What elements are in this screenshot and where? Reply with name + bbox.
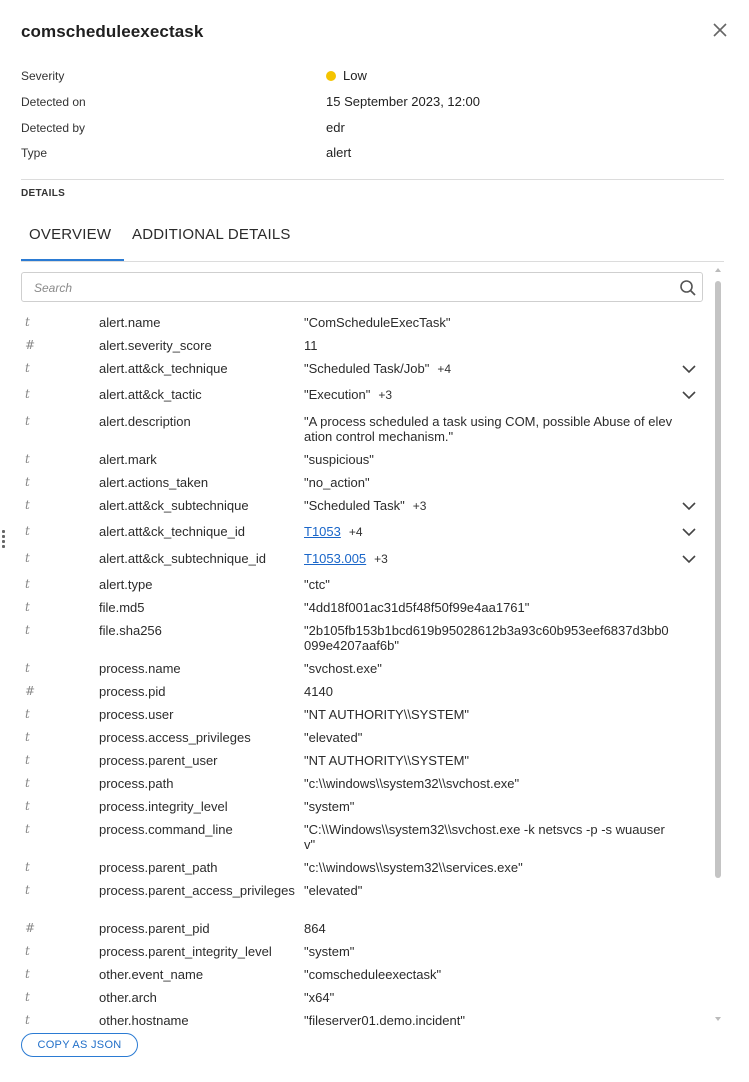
active-tab-indicator <box>21 259 124 261</box>
field-value-text: "c:\\windows\\system32\\svchost.exe" <box>304 776 520 791</box>
field-value-text: "suspicious" <box>304 452 374 467</box>
field-value <box>304 883 674 898</box>
scroll-down-icon[interactable] <box>714 1015 722 1023</box>
field-name: alert.severity_score <box>99 338 212 353</box>
type-indicator: t <box>25 967 30 981</box>
field-value-text: "2b105fb153b1bcd619b95028612b3a93c60b953eef6837d3bb0099e4207aaf6b" <box>304 623 669 653</box>
tab-additional-details[interactable]: ADDITIONAL DETAILS <box>132 226 291 243</box>
field-value-text: "elevated" <box>304 730 363 745</box>
type-indicator: t <box>25 315 30 329</box>
field-value <box>304 338 674 353</box>
field-value-text: "x64" <box>304 990 335 1005</box>
field-value-text: "Scheduled Task/Job" <box>304 361 430 376</box>
type-indicator: t <box>25 1013 30 1027</box>
field-value-text: "C:\\Windows\\system32\\svchost.exe -k netsvcs -p -s wuauserv" <box>304 822 665 852</box>
field-name: alert.att&ck_tactic <box>99 387 202 402</box>
drag-handle-icon[interactable] <box>1 530 7 550</box>
type-indicator: t <box>25 623 30 637</box>
tab-overview[interactable]: OVERVIEW <box>29 226 112 243</box>
field-name: alert.mark <box>99 452 157 467</box>
field-value <box>304 475 674 490</box>
scrollbar-thumb[interactable] <box>715 281 721 878</box>
field-value <box>304 577 674 592</box>
field-value <box>304 661 674 676</box>
more-count: +3 <box>412 499 427 513</box>
type-indicator: t <box>25 730 30 744</box>
field-name: alert.att&ck_technique <box>99 361 228 376</box>
field-name: process.pid <box>99 684 166 699</box>
field-name: alert.name <box>99 315 161 330</box>
type-indicator: t <box>25 498 30 512</box>
field-name: alert.att&ck_subtechnique <box>99 498 249 513</box>
type-indicator: t <box>25 799 30 813</box>
type-indicator: t <box>25 661 30 675</box>
field-value <box>304 361 674 377</box>
field-value-text: "NT AUTHORITY\\SYSTEM" <box>304 753 470 768</box>
severity-label: Severity <box>21 69 65 83</box>
type-indicator: # <box>25 684 36 698</box>
technique-link[interactable]: T1053 <box>304 524 341 539</box>
field-name: process.parent_pid <box>99 921 210 936</box>
field-value <box>304 730 674 745</box>
field-value-text: "ComScheduleExecTask" <box>304 315 451 330</box>
type-label: Type <box>21 146 48 160</box>
field-value-text: 11 <box>304 338 318 353</box>
field-value <box>304 799 674 814</box>
type-indicator: t <box>25 944 30 958</box>
field-value <box>304 315 674 330</box>
field-value-text: "NT AUTHORITY\\SYSTEM" <box>304 707 470 722</box>
field-name: other.arch <box>99 990 157 1005</box>
field-value <box>304 600 674 615</box>
field-value <box>304 414 674 444</box>
field-value <box>304 623 674 653</box>
field-value <box>304 860 674 875</box>
type-indicator: t <box>25 753 30 767</box>
field-value-text: 864 <box>304 921 326 936</box>
detected-on-value: 15 September 2023, 12:00 <box>326 94 480 109</box>
field-name: process.path <box>99 776 174 791</box>
type-indicator: t <box>25 707 30 721</box>
field-name: alert.type <box>99 577 153 592</box>
field-value <box>304 822 674 852</box>
field-value <box>304 498 674 514</box>
field-value <box>304 707 674 722</box>
type-indicator: t <box>25 883 30 897</box>
type-indicator: t <box>25 414 30 428</box>
type-indicator: t <box>25 577 30 591</box>
tabs-divider <box>21 261 724 262</box>
field-name: alert.att&ck_technique_id <box>99 524 245 539</box>
field-value-text: "4dd18f001ac31d5f48f50f99e4aa1761" <box>304 600 530 615</box>
field-value-text: "comscheduleexectask" <box>304 967 442 982</box>
chevron-down-icon[interactable] <box>681 389 697 401</box>
field-value-text: "A process scheduled a task using COM, possible Abuse of elevation control mechanism." <box>304 414 673 444</box>
technique-link[interactable]: T1053.005 <box>304 551 367 566</box>
field-value-text: "svchost.exe" <box>304 661 382 676</box>
type-value: alert <box>326 145 352 160</box>
field-name: file.sha256 <box>99 623 162 638</box>
chevron-down-icon[interactable] <box>681 500 697 512</box>
field-name: file.md5 <box>99 600 145 615</box>
copy-as-json-button[interactable]: COPY AS JSON <box>21 1033 138 1057</box>
field-value <box>304 524 674 540</box>
type-indicator: t <box>25 860 30 874</box>
page-title: comscheduleexectask <box>21 22 204 41</box>
field-name: other.hostname <box>99 1013 189 1028</box>
scroll-up-icon[interactable] <box>714 266 722 274</box>
detected-by-value: edr <box>326 120 345 135</box>
chevron-down-icon[interactable] <box>681 526 697 538</box>
type-indicator: t <box>25 600 30 614</box>
field-value-text: "Execution" <box>304 387 371 402</box>
field-name: process.name <box>99 661 181 676</box>
field-name: other.event_name <box>99 967 204 982</box>
search-input[interactable] <box>34 278 664 298</box>
type-indicator: t <box>25 475 30 489</box>
field-value-text: "system" <box>304 944 355 959</box>
scrollbar[interactable] <box>714 266 722 1026</box>
severity-dot-icon <box>326 71 336 81</box>
field-value-text: "c:\\windows\\system32\\services.exe" <box>304 860 523 875</box>
type-indicator: # <box>25 338 36 352</box>
field-name: process.parent_user <box>99 753 218 768</box>
type-indicator: t <box>25 387 30 401</box>
chevron-down-icon[interactable] <box>681 553 697 565</box>
field-value-text: "system" <box>304 799 355 814</box>
field-value <box>304 1013 674 1028</box>
type-indicator: t <box>25 551 30 565</box>
field-name: process.parent_access_privileges <box>99 883 295 898</box>
field-value <box>304 684 674 699</box>
more-count: +3 <box>378 388 393 402</box>
field-name: process.integrity_level <box>99 799 228 814</box>
field-value <box>304 990 674 1005</box>
field-name: process.parent_integrity_level <box>99 944 272 959</box>
field-value <box>304 551 674 567</box>
field-name: alert.actions_taken <box>99 475 209 490</box>
divider <box>21 179 724 180</box>
severity-value <box>326 66 367 86</box>
field-value <box>304 921 674 936</box>
severity-text: Low <box>343 68 367 83</box>
search-box <box>21 272 703 302</box>
type-indicator: t <box>25 822 30 836</box>
field-value-text: "no_action" <box>304 475 370 490</box>
more-count: +4 <box>437 362 452 376</box>
detected-by-label: Detected by <box>21 121 86 135</box>
field-name: alert.description <box>99 414 191 429</box>
field-value <box>304 452 674 467</box>
more-count: +3 <box>374 552 388 566</box>
more-count: +4 <box>348 525 363 539</box>
close-icon[interactable] <box>710 20 730 40</box>
type-indicator: t <box>25 990 30 1004</box>
field-value-text: "fileserver01.demo.incident" <box>304 1013 465 1028</box>
type-indicator: t <box>25 361 30 375</box>
field-name: process.user <box>99 707 174 722</box>
field-value-text: "Scheduled Task" <box>304 498 405 513</box>
field-value <box>304 387 674 403</box>
search-icon[interactable] <box>679 279 697 297</box>
type-indicator: t <box>25 776 30 790</box>
field-value <box>304 753 674 768</box>
field-value-text: "ctc" <box>304 577 330 592</box>
type-indicator: t <box>25 524 30 538</box>
chevron-down-icon[interactable] <box>681 363 697 375</box>
field-name: process.command_line <box>99 822 233 837</box>
field-name: process.parent_path <box>99 860 218 875</box>
type-indicator: # <box>25 921 36 935</box>
field-value <box>304 967 674 982</box>
field-name: process.access_privileges <box>99 730 251 745</box>
field-value <box>304 776 674 791</box>
field-value-text: 4140 <box>304 684 333 699</box>
field-value <box>304 944 674 959</box>
field-value-text: "elevated" <box>304 883 363 898</box>
field-name: alert.att&ck_subtechnique_id <box>99 551 266 566</box>
type-indicator: t <box>25 452 30 466</box>
details-section-label: DETAILS <box>21 188 66 199</box>
detected-on-label: Detected on <box>21 95 86 109</box>
